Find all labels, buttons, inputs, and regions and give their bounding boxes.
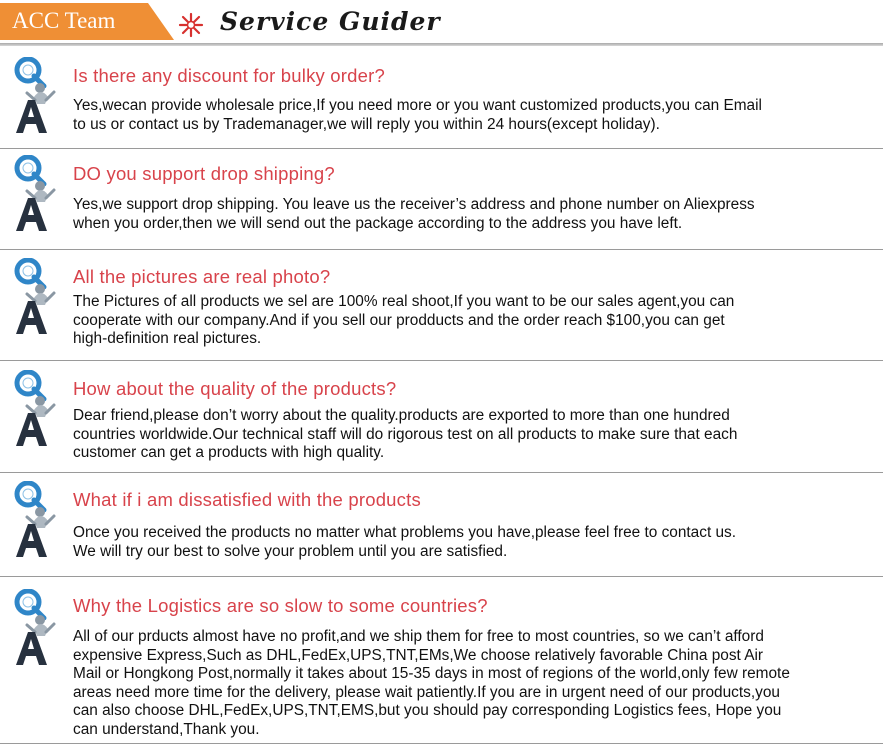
faq-divider — [0, 148, 883, 149]
faq-question: Is there any discount for bulky order? — [73, 65, 385, 86]
qa-icon — [14, 589, 58, 667]
faq-divider — [0, 576, 883, 577]
team-tab — [0, 3, 175, 40]
qa-icon — [14, 57, 58, 135]
faq-question: Why the Logistics are so slow to some countries? — [73, 595, 488, 616]
faq-question: DO you support drop shipping? — [73, 163, 335, 184]
qa-icon — [14, 481, 58, 559]
faq-answer: Dear friend,please don’t worry about the quality.products are exported to more than one hundred countries worldwide.Our technical staff will do rigorous test on all products to make sure that each customer can get a products with high quality. — [73, 407, 738, 462]
header-divider — [0, 43, 883, 46]
faq-divider — [0, 472, 883, 473]
faq-question: How about the quality of the products? — [73, 378, 397, 399]
page-header — [0, 0, 883, 44]
faq-answer: The Pictures of all products we sel are 100% real shoot,If you want to be our sales agent,you can cooperate with our company.And if you sell our prodducts and the order reach $100,you can get high-definition real pictures. — [73, 293, 735, 348]
page-title: Service Guider — [220, 7, 441, 36]
faq-question: What if i am dissatisfied with the products — [73, 489, 421, 510]
faq-answer: All of our prducts almost have no profit,and we ship them for free to most countries, so we can’t afford expensive Express,Such as DHL,FedEx,UPS,TNT,EMs,We choose relatively favorable China post Air Mail or Hongkong Post,normally it takes about 15-35 days in most of regions of the world,only few remote areas need more time for the delivery, please wait patiently.If you are in urgent need of our products,you can also choose DHL,FedEx,UPS,TNT,EMS,but you should pay corresponding Logistics fees, Hope you can understand,Thank you. — [73, 628, 790, 738]
faq-divider — [0, 743, 883, 744]
qa-icon — [14, 258, 58, 336]
faq-divider — [0, 249, 883, 250]
qa-icon — [14, 155, 58, 233]
qa-icon — [14, 370, 58, 448]
star-icon — [178, 12, 204, 38]
faq-divider — [0, 360, 883, 361]
faq-answer: Once you received the products no matter what problems you have,please feel free to contact us. We will try our best to solve your problem until you are satisfied. — [73, 524, 737, 560]
faq-answer: Yes,we support drop shipping. You leave us the receiver’s address and phone number on Aliexpress when you order,then we will send out the package according to the address you have left. — [73, 196, 755, 232]
faq-question: All the pictures are real photo? — [73, 266, 331, 287]
faq-answer: Yes,wecan provide wholesale price,If you need more or you want customized products,you can Email to us or contact us by Trademanager,we will reply you within 24 hours(except holiday). — [73, 97, 762, 133]
team-label: ACC Team — [12, 8, 116, 33]
